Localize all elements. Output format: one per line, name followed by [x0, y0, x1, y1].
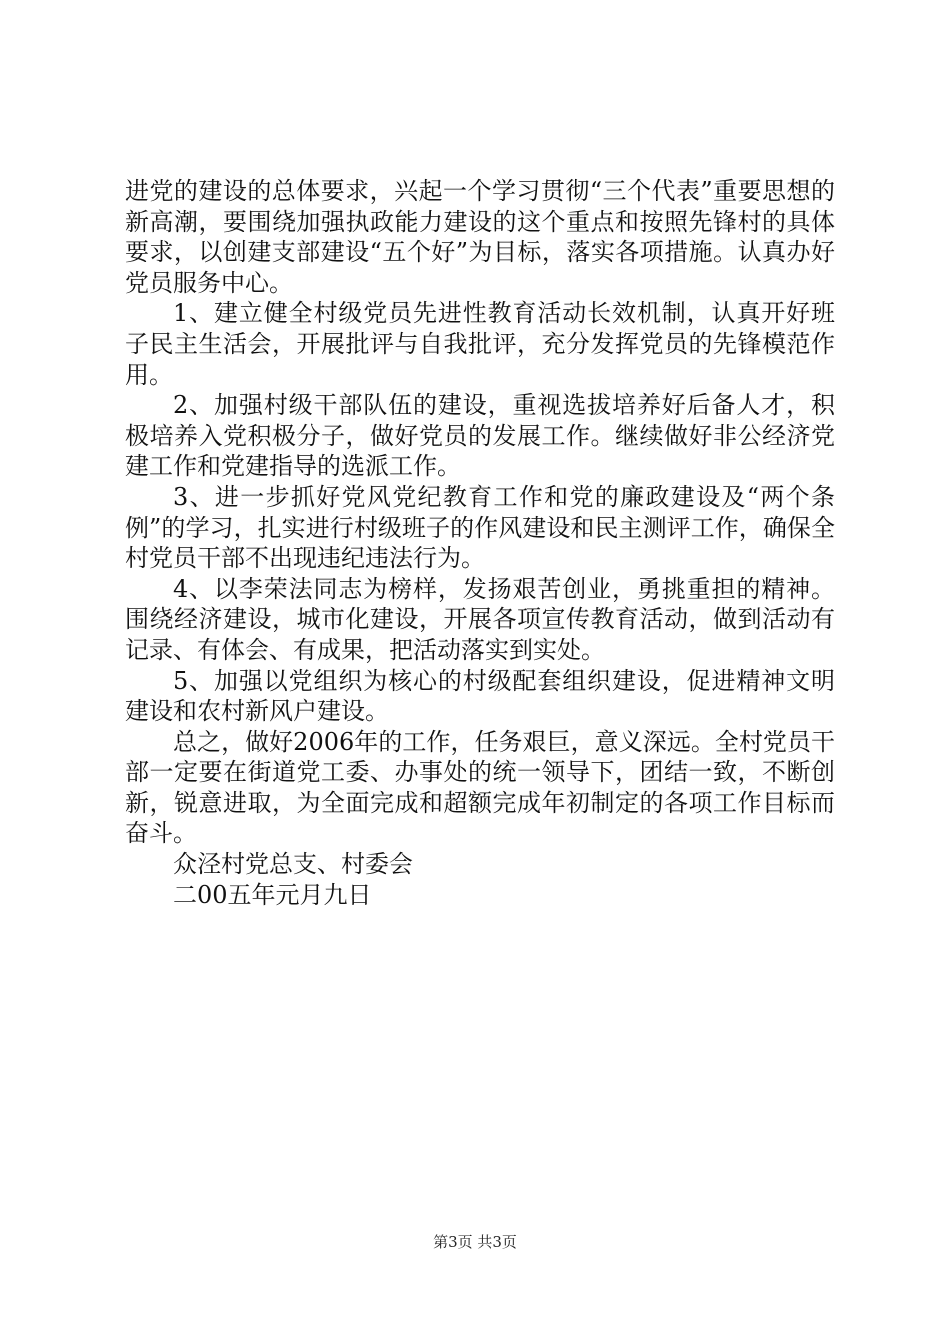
paragraph-continuation: 进党的建设的总体要求，兴起一个学习贯彻“三个代表”重要思想的新高潮，要围绕加强执政能力建设的这个重点和按照先锋村的具体要求，以创建支部建设“五个好”为目标，落实各项措施。认真办好党员服务中心。: [125, 177, 835, 297]
document-body: [125, 176, 835, 910]
page-footer: [0, 1232, 950, 1252]
page-number: 第3页 共3页: [433, 1233, 517, 1251]
paragraph-item-4: 4、以李荣法同志为榜样，发扬艰苦创业，勇挑重担的精神。围绕经济建设，城市化建设，开展各项宣传教育活动，做到活动有记录、有体会、有成果，把活动落实到实处。: [125, 574, 835, 664]
paragraph-item-3: 3、进一步抓好党风党纪教育工作和党的廉政建设及“两个条例”的学习，扎实进行村级班子的作风建设和民主测评工作，确保全村党员干部不出现违纪违法行为。: [125, 482, 835, 573]
paragraph-item-2: 2、加强村级干部队伍的建设，重视选拔培养好后备人才，积极培养入党积极分子，做好党员的发展工作。继续做好非公经济党建工作和党建指导的选派工作。: [125, 391, 835, 481]
date: 二00五年元月九日: [173, 880, 372, 909]
paragraph-item-5: 5、加强以党组织为核心的村级配套组织建设，促进精神文明建设和农村新风户建设。: [125, 666, 835, 726]
paragraph-item-1: 1、建立健全村级党员先进性教育活动长效机制，认真开好班子民主生活会，开展批评与自我批评，充分发挥党员的先锋模范作用。: [125, 299, 835, 389]
paragraph-conclusion: 总之，做好2006年的工作，任务艰巨，意义深远。全村党员干部一定要在街道党工委、办事处的统一领导下，团结一致，不断创新，锐意进取，为全面完成和超额完成年初制定的各项工作目标而奋斗。: [125, 727, 835, 848]
signature: 众泾村党总支、村委会: [173, 850, 413, 879]
